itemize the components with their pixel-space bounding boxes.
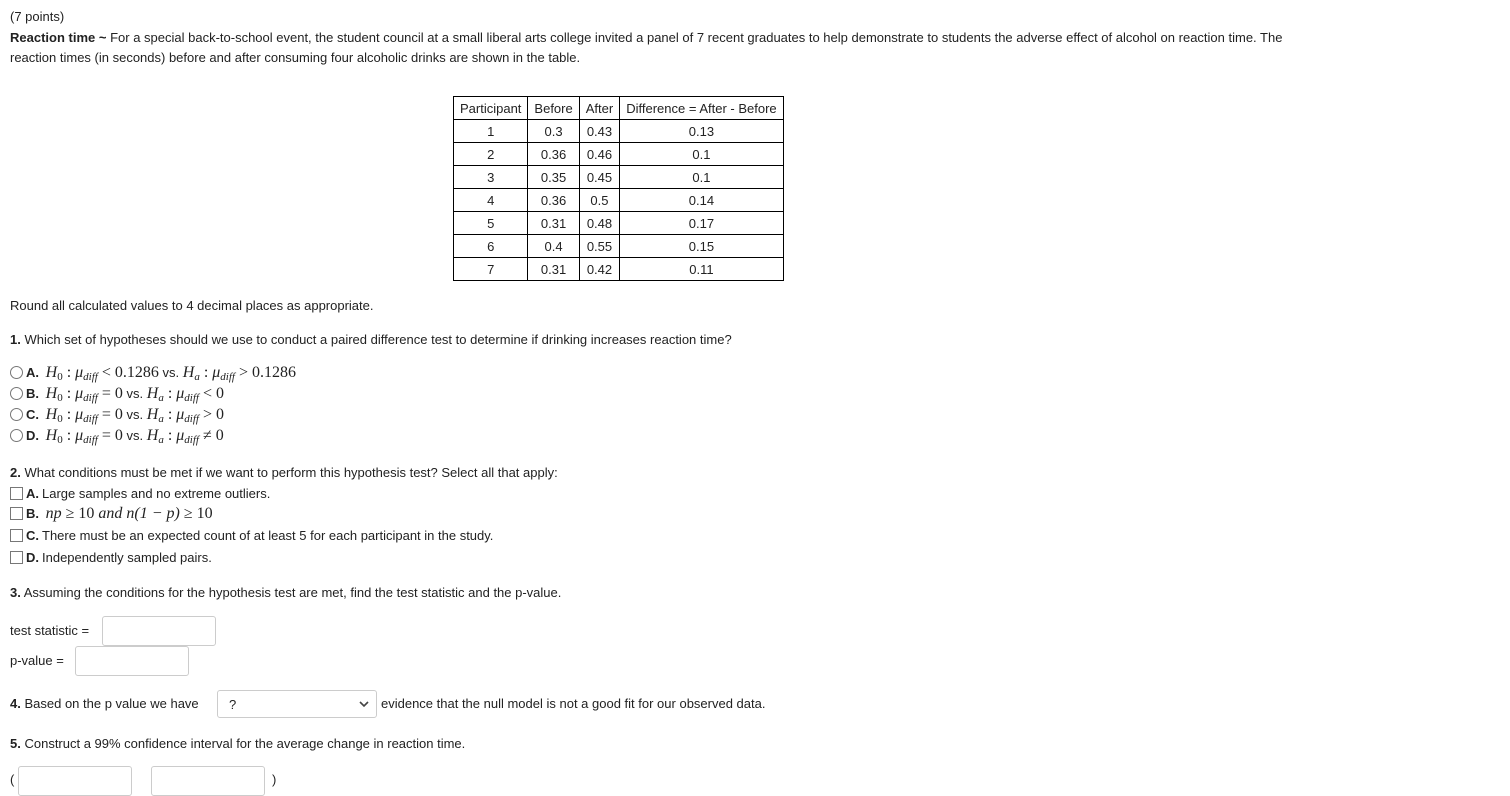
q2-option-a[interactable]: A. Large samples and no extreme outliers. bbox=[10, 486, 270, 501]
question-4-suffix: evidence that the null model is not a good fit for our observed data. bbox=[381, 696, 766, 711]
ci-lower-input[interactable] bbox=[18, 766, 132, 796]
table-cell: 0.46 bbox=[579, 143, 619, 166]
test-statistic-label: test statistic = bbox=[10, 623, 90, 638]
table-row bbox=[454, 143, 784, 166]
table-row bbox=[454, 212, 784, 235]
question-number: 5. bbox=[10, 736, 21, 751]
table-cell: 0.14 bbox=[620, 189, 783, 212]
evidence-select[interactable] bbox=[217, 690, 377, 718]
p-value-label: p-value = bbox=[10, 653, 64, 668]
table-cell: 6 bbox=[454, 235, 528, 258]
q1-option-d[interactable]: D. $H_0$ : $\mu_{diff} = 0$ vs. $H_a$ : $\mu_{diff} \ne 0$ bbox=[10, 427, 224, 446]
table-cell: 0.15 bbox=[620, 235, 783, 258]
hypothesis-math: $H_0$ : $\mu_{diff} < 0.1286$ bbox=[45, 364, 159, 383]
hypothesis-math: $H_0$ : $\mu_{diff} = 0$ bbox=[45, 385, 123, 404]
checkbox-icon[interactable] bbox=[10, 507, 23, 520]
points-label: (7 points) bbox=[10, 9, 65, 24]
hypothesis-math: $H_0$ : $\mu_{diff} = 0$ bbox=[45, 427, 123, 446]
table-cell: 0.1 bbox=[620, 143, 783, 166]
table-cell: 0.35 bbox=[528, 166, 579, 189]
q2-option-b[interactable]: B. np ≥ 10 and n(1 − p) ≥ 10 bbox=[10, 505, 213, 523]
table-cell: 1 bbox=[454, 120, 528, 143]
question-number: 4. bbox=[10, 696, 21, 711]
question-text: What conditions must be met if we want to perform this hypothesis test? Select all that apply: bbox=[24, 465, 558, 480]
col-header: Difference = After - Before bbox=[620, 97, 783, 120]
checkbox-icon[interactable] bbox=[10, 551, 23, 564]
table-cell: 2 bbox=[454, 143, 528, 166]
table-cell: 0.3 bbox=[528, 120, 579, 143]
q2-option-c[interactable]: C. There must be an expected count of at least 5 for each participant in the study. bbox=[10, 528, 493, 543]
table-cell: 0.43 bbox=[579, 120, 619, 143]
q1-option-b[interactable]: B. $H_0$ : $\mu_{diff} = 0$ vs. $H_a$ : $\mu_{diff} < 0$ bbox=[10, 385, 224, 404]
radio-icon[interactable] bbox=[10, 408, 23, 421]
table-cell: 0.13 bbox=[620, 120, 783, 143]
question-5 bbox=[10, 736, 465, 751]
table-cell: 0.17 bbox=[620, 212, 783, 235]
test-statistic-input[interactable] bbox=[102, 616, 216, 646]
table-cell: 0.45 bbox=[579, 166, 619, 189]
question-text: Construct a 99% confidence interval for the average change in reaction time. bbox=[24, 736, 466, 751]
question-number: 1. bbox=[10, 332, 21, 347]
radio-icon[interactable] bbox=[10, 429, 23, 442]
table-cell: 0.11 bbox=[620, 258, 783, 281]
table-cell: 7 bbox=[454, 258, 528, 281]
question-4-prefix: 4. Based on the p value we have bbox=[10, 696, 199, 711]
question-1 bbox=[10, 332, 732, 347]
col-header: Participant bbox=[454, 97, 528, 120]
question-3 bbox=[10, 585, 561, 600]
problem-title: Reaction time ~ bbox=[10, 30, 107, 45]
radio-icon[interactable] bbox=[10, 387, 23, 400]
table-cell: 0.36 bbox=[528, 189, 579, 212]
chevron-down-icon bbox=[358, 698, 370, 710]
table-cell: 3 bbox=[454, 166, 528, 189]
table-cell: 0.4 bbox=[528, 235, 579, 258]
ci-open-paren: ( bbox=[10, 772, 15, 787]
ci-close-paren: ) bbox=[272, 772, 277, 787]
round-note: Round all calculated values to 4 decimal places as appropriate. bbox=[10, 298, 374, 313]
table-row bbox=[454, 120, 784, 143]
table-cell: 0.1 bbox=[620, 166, 783, 189]
table-cell: 0.31 bbox=[528, 258, 579, 281]
table-row bbox=[454, 189, 784, 212]
question-text: Assuming the conditions for the hypothesis test are met, find the test statistic and the p-value. bbox=[23, 585, 562, 600]
question-number: 3. bbox=[10, 585, 21, 600]
col-header: After bbox=[579, 97, 619, 120]
col-header: Before bbox=[528, 97, 579, 120]
reaction-time-table bbox=[453, 96, 784, 281]
q1-option-a[interactable]: A. $H_0$ : $\mu_{diff} < 0.1286$ vs. $H_a$ : $\mu_{diff} > 0.1286$ bbox=[10, 364, 296, 383]
table-cell: 4 bbox=[454, 189, 528, 212]
select-value: ? bbox=[229, 697, 237, 712]
question-2 bbox=[10, 465, 558, 480]
table-header-row bbox=[454, 97, 784, 120]
condition-math: np ≥ 10 and n(1 − p) ≥ 10 bbox=[45, 505, 213, 522]
table-cell: 0.48 bbox=[579, 212, 619, 235]
problem-intro bbox=[10, 28, 1300, 68]
radio-icon[interactable] bbox=[10, 366, 23, 379]
table-cell: 0.36 bbox=[528, 143, 579, 166]
p-value-input[interactable] bbox=[75, 646, 189, 676]
checkbox-icon[interactable] bbox=[10, 487, 23, 500]
table-row bbox=[454, 258, 784, 281]
table-cell: 0.31 bbox=[528, 212, 579, 235]
table-cell: 0.42 bbox=[579, 258, 619, 281]
table-cell: 0.55 bbox=[579, 235, 619, 258]
question-text: Which set of hypotheses should we use to conduct a paired difference test to determine if drinking increases reaction time? bbox=[24, 332, 732, 347]
table-row bbox=[454, 235, 784, 258]
checkbox-icon[interactable] bbox=[10, 529, 23, 542]
table-cell: 5 bbox=[454, 212, 528, 235]
table-row bbox=[454, 166, 784, 189]
ci-upper-input[interactable] bbox=[151, 766, 265, 796]
q2-option-d[interactable]: D. Independently sampled pairs. bbox=[10, 550, 212, 565]
hypothesis-math: $H_0$ : $\mu_{diff} = 0$ bbox=[45, 406, 123, 425]
question-number: 2. bbox=[10, 465, 21, 480]
table-cell: 0.5 bbox=[579, 189, 619, 212]
problem-text: For a special back-to-school event, the student council at a small liberal arts college invited a panel of 7 recent graduates to help demonstrate to students the adverse effect of alcohol on reaction time. The reaction times (in seconds) before and after consuming four alcoholic drinks are shown in the table. bbox=[10, 30, 1283, 65]
q1-option-c[interactable]: C. $H_0$ : $\mu_{diff} = 0$ vs. $H_a$ : $\mu_{diff} > 0$ bbox=[10, 406, 224, 425]
